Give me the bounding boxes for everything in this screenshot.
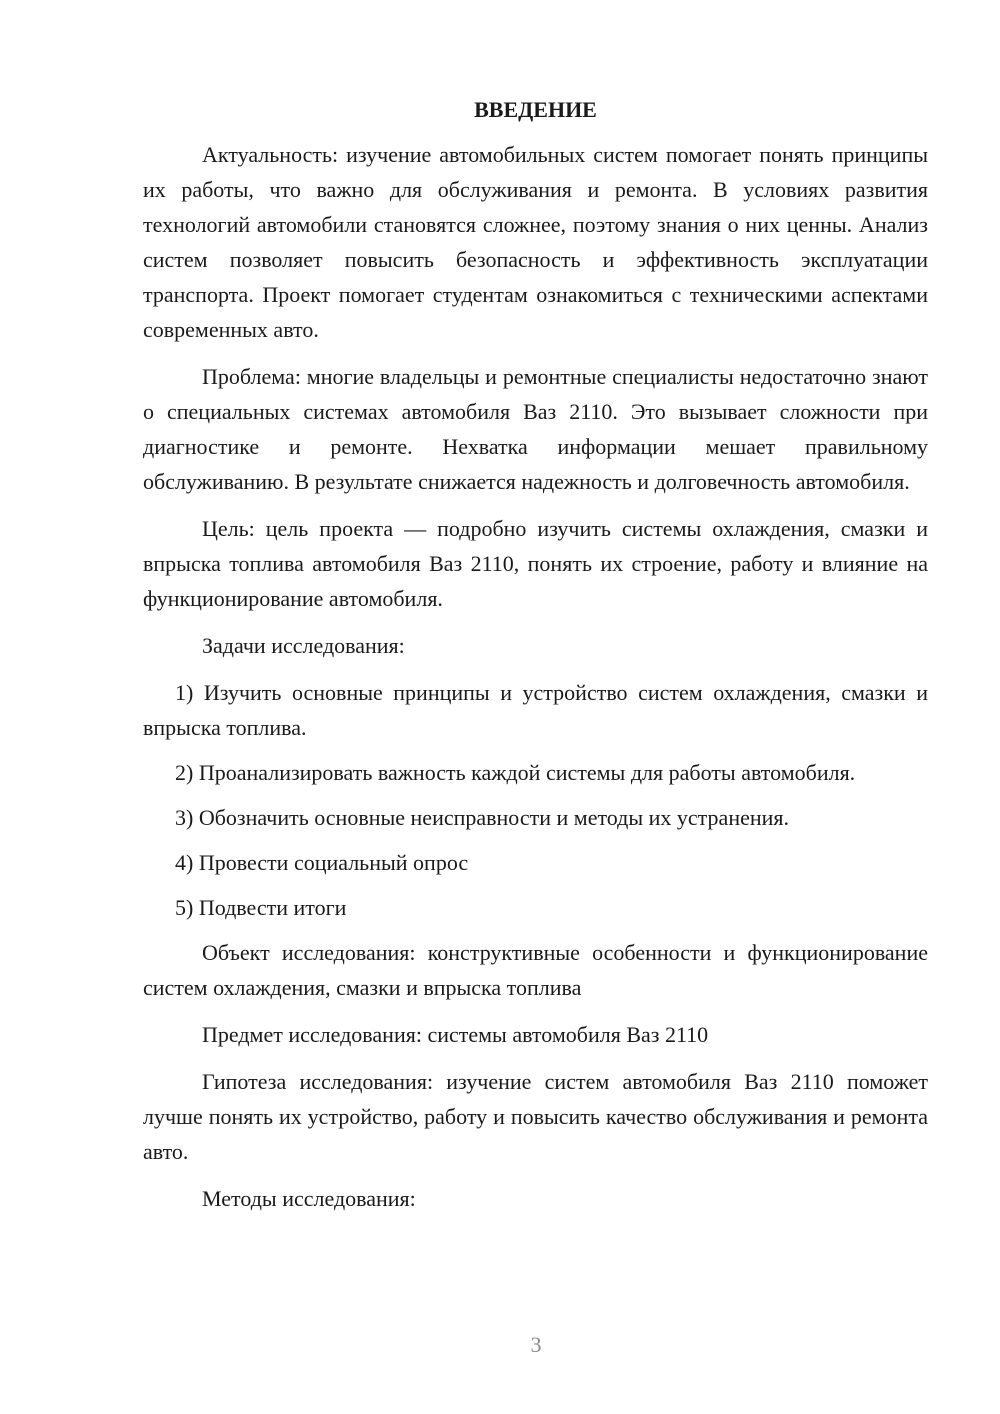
paragraph-relevance: Актуальность: изучение автомобильных систем помогает понять принципы их работы, что важно для обслуживания и ремонта. В условиях развития технологий автомобили становятся сложнее, поэтому знания о них ценны. Анализ систем позволяет повысить безопасность и эффективность эксплуатации транспорта. Проект помогает студентам ознакомиться с техническими аспектами современных авто.: [143, 142, 928, 342]
task-item-3: 3) Обозначить основные неисправности и методы их устранения.: [175, 805, 790, 830]
page-content: [143, 92, 928, 1228]
paragraph-methods: Методы исследования:: [202, 1186, 416, 1211]
task-item-2: 2) Проанализировать важность каждой системы для работы автомобиля.: [175, 760, 856, 785]
task-item-4: 4) Провести социальный опрос: [175, 850, 469, 875]
paragraph-hypothesis: Гипотеза исследования: изучение систем автомобиля Ваз 2110 поможет лучше понять их устройство, работу и повысить качество обслуживания и ремонта авто.: [143, 1069, 928, 1164]
section-title: ВВЕДЕНИЕ: [474, 97, 597, 122]
page-number: 3: [530, 1332, 542, 1357]
paragraph-object: Объект исследования: конструктивные особенности и функционирование систем охлаждения, смазки и впрыска топлива: [143, 940, 928, 1000]
paragraph-problem: Проблема: многие владельцы и ремонтные специалисты недостаточно знают о специальных системах автомобиля Ваз 2110. Это вызывает сложности при диагностике и ремонте. Нехватка информации мешает правильному обслуживанию. В результате снижается надежность и долговечность автомобиля.: [143, 364, 928, 494]
paragraph-tasks-heading: Задачи исследования:: [202, 633, 405, 658]
paragraph-subject: Предмет исследования: системы автомобиля Ваз 2110: [202, 1022, 709, 1047]
task-item-1: 1) Изучить основные принципы и устройство систем охлаждения, смазки и впрыска топлива.: [143, 680, 928, 740]
paragraph-goal: Цель: цель проекта — подробно изучить системы охлаждения, смазки и впрыска топлива автомобиля Ваз 2110, понять их строение, работу и влияние на функционирование автомобиля.: [143, 516, 928, 611]
task-item-5: 5) Подвести итоги: [175, 895, 347, 920]
